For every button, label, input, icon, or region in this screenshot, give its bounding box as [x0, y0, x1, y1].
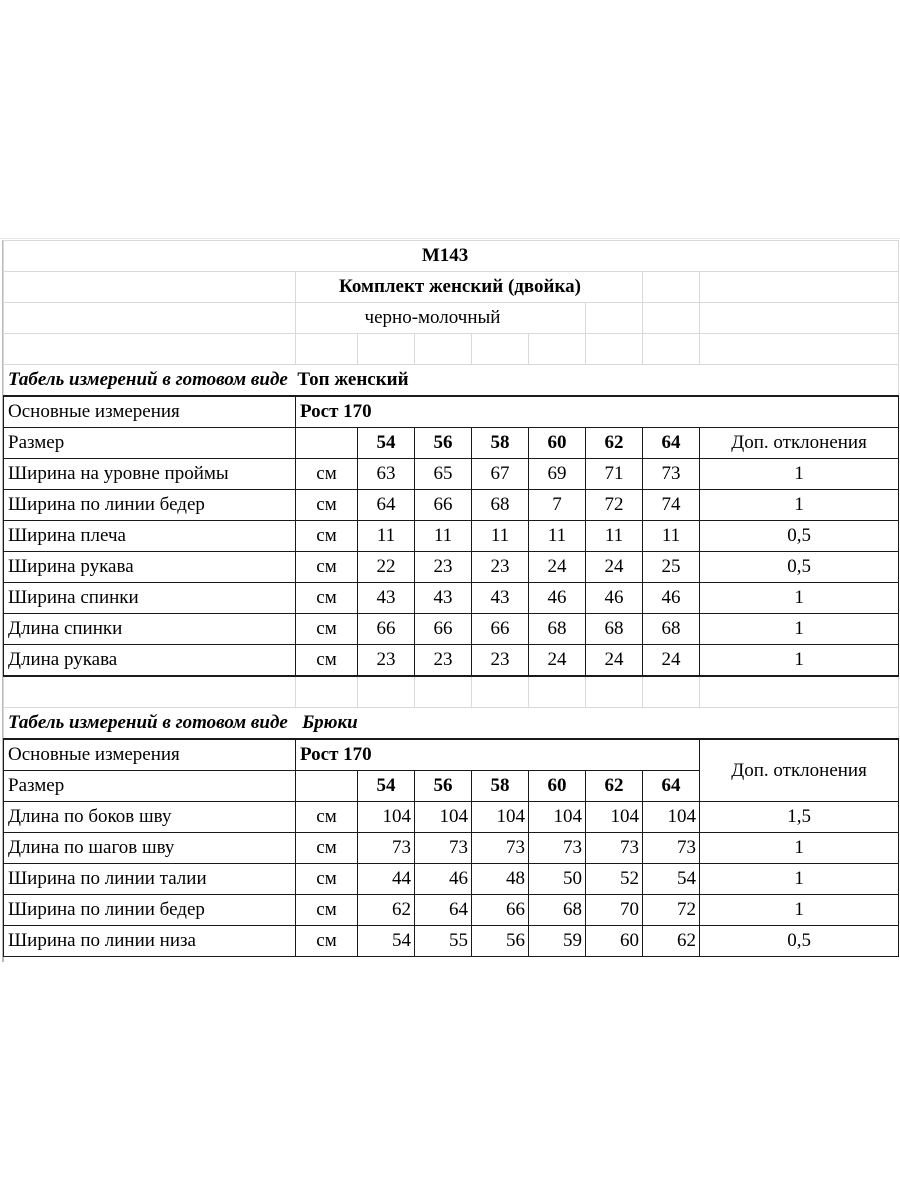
measurement-name: Длина по боков шву: [4, 802, 296, 833]
empty-cell: [700, 303, 899, 334]
model-code: М143: [4, 241, 899, 272]
value-cell-size-64: 74: [643, 490, 700, 521]
table-row: [4, 833, 899, 864]
bottom-section-title: [4, 708, 899, 740]
value-cell-size-54: 23: [358, 645, 415, 677]
measurement-name: Ширина плеча: [4, 521, 296, 552]
value-cell-size-56: 23: [415, 552, 472, 583]
tolerance-header: Доп. отклонения: [700, 428, 899, 459]
size-chart-table: [3, 240, 899, 957]
height-label: Рост 170: [296, 396, 899, 428]
tolerance-cell: 0,5: [700, 926, 899, 957]
value-cell-size-58: 56: [472, 926, 529, 957]
empty-cell: [700, 272, 899, 303]
section-title-italic: Табель измерений в готовом виде: [8, 712, 288, 733]
value-cell-size-56: 55: [415, 926, 472, 957]
height-label: Рост 170: [296, 739, 700, 771]
value-cell-size-58: 67: [472, 459, 529, 490]
value-cell-size-62: 60: [586, 926, 643, 957]
value-cell-size-56: 43: [415, 583, 472, 614]
measurement-name: Длина по шагов шву: [4, 833, 296, 864]
measurement-name: Ширина по линии низа: [4, 926, 296, 957]
spacer-row: [4, 334, 899, 365]
value-cell-size-54: 22: [358, 552, 415, 583]
value-cell-size-60: 24: [529, 645, 586, 677]
table-row: [4, 895, 899, 926]
value-cell-size-60: 50: [529, 864, 586, 895]
value-cell-size-62: 73: [586, 833, 643, 864]
value-cell-size-60: 69: [529, 459, 586, 490]
empty-cell: [4, 272, 296, 303]
size-header-56: 56: [415, 771, 472, 802]
value-cell-size-56: 46: [415, 864, 472, 895]
unit-cell: см: [296, 552, 358, 583]
table-row: [4, 926, 899, 957]
value-cell-size-56: 23: [415, 645, 472, 677]
value-cell-size-62: 70: [586, 895, 643, 926]
value-cell-size-60: 11: [529, 521, 586, 552]
unit-header-empty: [296, 771, 358, 802]
unit-cell: см: [296, 583, 358, 614]
empty-cell: [643, 303, 700, 334]
value-cell-size-64: 11: [643, 521, 700, 552]
unit-cell: см: [296, 614, 358, 645]
value-cell-size-60: 7: [529, 490, 586, 521]
value-cell-size-58: 43: [472, 583, 529, 614]
empty-cell: [586, 303, 643, 334]
measurement-name: Ширина по линии бедер: [4, 895, 296, 926]
tolerance-cell: 1: [700, 895, 899, 926]
tolerance-cell: 1: [700, 583, 899, 614]
table-row: [4, 864, 899, 895]
value-cell-size-64: 73: [643, 459, 700, 490]
size-header-62: 62: [586, 428, 643, 459]
value-cell-size-54: 104: [358, 802, 415, 833]
value-cell-size-56: 66: [415, 490, 472, 521]
tolerance-cell: 1: [700, 490, 899, 521]
value-cell-size-60: 73: [529, 833, 586, 864]
table-row: [4, 459, 899, 490]
value-cell-size-54: 44: [358, 864, 415, 895]
table-row: [4, 614, 899, 645]
product-color: черно-молочный: [296, 303, 586, 334]
value-cell-size-54: 54: [358, 926, 415, 957]
value-cell-size-58: 104: [472, 802, 529, 833]
size-header-62: 62: [586, 771, 643, 802]
measurement-sheet: [3, 240, 898, 957]
value-cell-size-54: 11: [358, 521, 415, 552]
tolerance-header: Доп. отклонения: [700, 739, 899, 802]
value-cell-size-54: 64: [358, 490, 415, 521]
table-row: [4, 490, 899, 521]
tolerance-cell: 1: [700, 645, 899, 677]
value-cell-size-58: 66: [472, 614, 529, 645]
value-cell-size-62: 24: [586, 645, 643, 677]
value-cell-size-56: 65: [415, 459, 472, 490]
value-cell-size-58: 73: [472, 833, 529, 864]
value-cell-size-62: 72: [586, 490, 643, 521]
size-header-60: 60: [529, 428, 586, 459]
value-cell-size-60: 24: [529, 552, 586, 583]
unit-cell: см: [296, 802, 358, 833]
value-cell-size-56: 66: [415, 614, 472, 645]
size-header-54: 54: [358, 428, 415, 459]
value-cell-size-62: 68: [586, 614, 643, 645]
header-row-product: [4, 272, 899, 303]
tolerance-cell: 1,5: [700, 802, 899, 833]
top-section-title: [4, 365, 899, 397]
value-cell-size-60: 104: [529, 802, 586, 833]
tolerance-cell: 0,5: [700, 521, 899, 552]
value-cell-size-64: 73: [643, 833, 700, 864]
value-cell-size-62: 52: [586, 864, 643, 895]
table-row: [4, 802, 899, 833]
value-cell-size-62: 11: [586, 521, 643, 552]
value-cell-size-60: 46: [529, 583, 586, 614]
value-cell-size-64: 72: [643, 895, 700, 926]
bottom-measurement-table: [4, 739, 899, 957]
value-cell-size-64: 54: [643, 864, 700, 895]
table-row: [4, 521, 899, 552]
unit-cell: см: [296, 895, 358, 926]
empty-cell: [4, 303, 296, 334]
section-title-italic: Табель измерений в готовом виде: [8, 369, 288, 390]
measurement-name: Длина спинки: [4, 614, 296, 645]
tolerance-cell: 1: [700, 614, 899, 645]
spacer-row: [4, 676, 899, 708]
header-row-model: [4, 241, 899, 272]
value-cell-size-54: 43: [358, 583, 415, 614]
table-row: [4, 583, 899, 614]
bottom-section-title-row: [4, 708, 899, 740]
value-cell-size-60: 59: [529, 926, 586, 957]
tolerance-cell: 1: [700, 459, 899, 490]
main-measurements-row: [4, 396, 899, 428]
table-row: [4, 552, 899, 583]
size-label: Размер: [4, 771, 296, 802]
value-cell-size-56: 64: [415, 895, 472, 926]
value-cell-size-58: 23: [472, 552, 529, 583]
value-cell-size-58: 66: [472, 895, 529, 926]
size-header-58: 58: [472, 428, 529, 459]
value-cell-size-64: 68: [643, 614, 700, 645]
measurement-name: Ширина на уровне проймы: [4, 459, 296, 490]
size-header-60: 60: [529, 771, 586, 802]
value-cell-size-62: 46: [586, 583, 643, 614]
unit-cell: см: [296, 864, 358, 895]
table-row: [4, 645, 899, 677]
value-cell-size-64: 46: [643, 583, 700, 614]
value-cell-size-54: 73: [358, 833, 415, 864]
section-title-item: Брюки: [302, 712, 358, 733]
value-cell-size-62: 24: [586, 552, 643, 583]
measurement-name: Ширина рукава: [4, 552, 296, 583]
top-section-title-row: [4, 365, 899, 397]
unit-cell: см: [296, 490, 358, 521]
value-cell-size-62: 71: [586, 459, 643, 490]
value-cell-size-58: 11: [472, 521, 529, 552]
value-cell-size-54: 66: [358, 614, 415, 645]
main-measurements-row: [4, 739, 899, 771]
main-measurements-label: Основные измерения: [4, 396, 296, 428]
value-cell-size-64: 104: [643, 802, 700, 833]
tolerance-cell: 1: [700, 864, 899, 895]
size-row: [4, 428, 899, 459]
tolerance-cell: 0,5: [700, 552, 899, 583]
value-cell-size-58: 48: [472, 864, 529, 895]
size-header-58: 58: [472, 771, 529, 802]
value-cell-size-56: 11: [415, 521, 472, 552]
size-header-54: 54: [358, 771, 415, 802]
value-cell-size-64: 24: [643, 645, 700, 677]
size-label: Размер: [4, 428, 296, 459]
tolerance-cell: 1: [700, 833, 899, 864]
section-title-item: Топ женский: [297, 369, 409, 390]
unit-cell: см: [296, 645, 358, 677]
size-header-64: 64: [643, 771, 700, 802]
measurement-name: Длина рукава: [4, 645, 296, 677]
value-cell-size-62: 104: [586, 802, 643, 833]
size-header-64: 64: [643, 428, 700, 459]
value-cell-size-64: 25: [643, 552, 700, 583]
empty-cell: [643, 272, 700, 303]
unit-cell: см: [296, 833, 358, 864]
size-header-56: 56: [415, 428, 472, 459]
value-cell-size-56: 73: [415, 833, 472, 864]
value-cell-size-54: 62: [358, 895, 415, 926]
measurement-name: Ширина спинки: [4, 583, 296, 614]
unit-cell: см: [296, 926, 358, 957]
value-cell-size-58: 23: [472, 645, 529, 677]
measurement-name: Ширина по линии бедер: [4, 490, 296, 521]
unit-header-empty: [296, 428, 358, 459]
product-title: Комплект женский (двойка): [296, 272, 643, 303]
value-cell-size-54: 63: [358, 459, 415, 490]
main-measurements-label: Основные измерения: [4, 739, 296, 771]
unit-cell: см: [296, 521, 358, 552]
top-measurement-table: [4, 396, 899, 676]
header-row-color: [4, 303, 899, 334]
value-cell-size-56: 104: [415, 802, 472, 833]
value-cell-size-64: 62: [643, 926, 700, 957]
value-cell-size-60: 68: [529, 895, 586, 926]
gridline-top: [0, 238, 900, 239]
value-cell-size-60: 68: [529, 614, 586, 645]
unit-cell: см: [296, 459, 358, 490]
value-cell-size-58: 68: [472, 490, 529, 521]
measurement-name: Ширина по линии талии: [4, 864, 296, 895]
